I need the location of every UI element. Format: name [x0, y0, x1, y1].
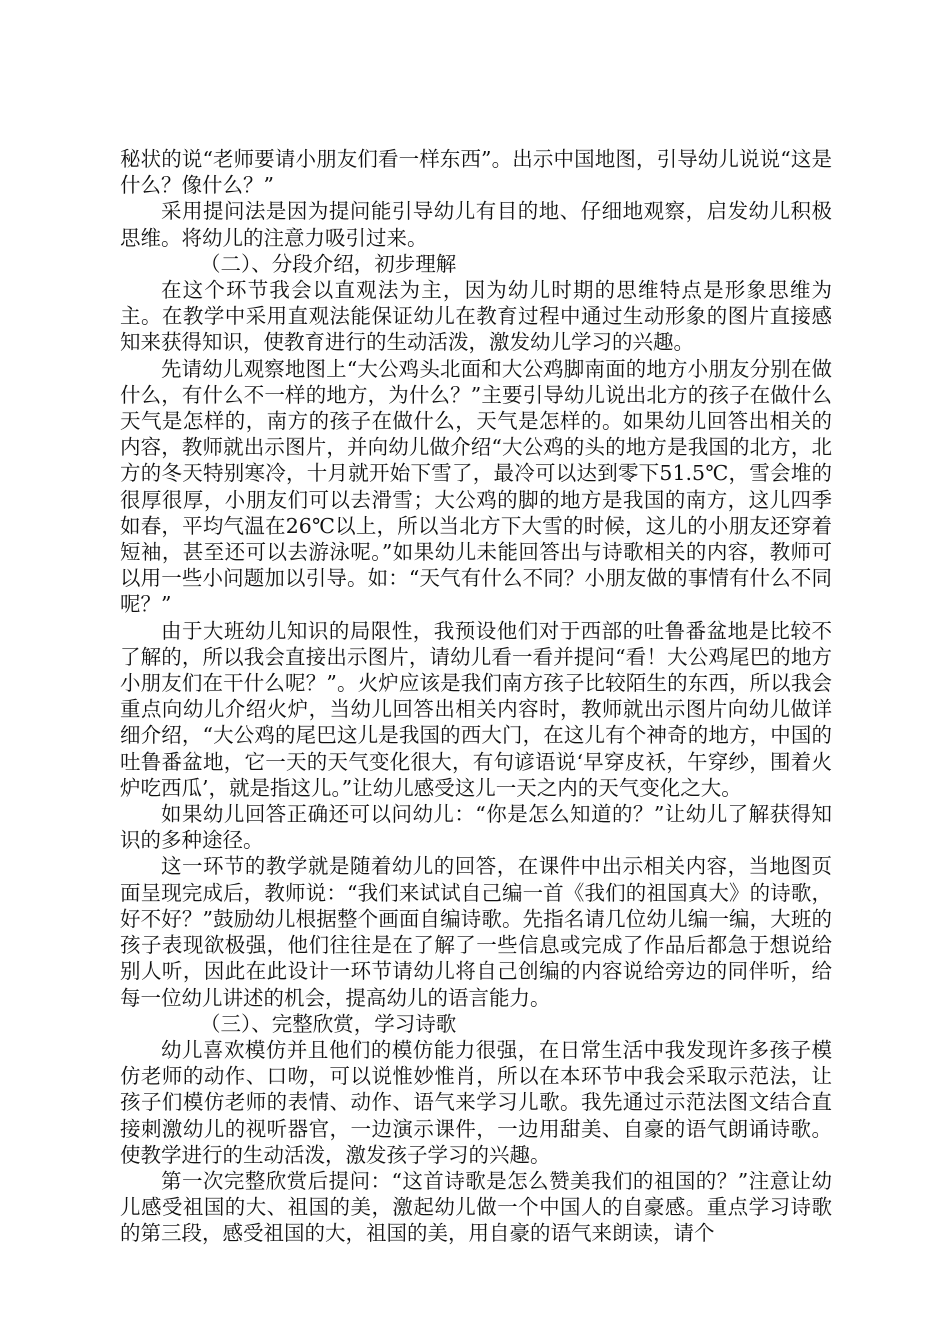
paragraph-poem-creation: 这一环节的教学就是随着幼儿的回答，在课件中出示相关内容，当地图页面呈现完成后，教师说：“我们来试试自己编一首《我们的祖国真大》的诗歌，好不好？”鼓励幼儿根据整个画面自编诗歌。先指名请几位幼儿编一编，大班的孩子表现欲极强，他们往往是在了解了一些信息或完成了作品后都急于想说给别人听，因此在此设计一环节请幼儿将自己创编的内容说给旁边的同伴听，给每一位幼儿讲述的机会，提高幼儿的语言能力。 — [120, 854, 832, 1010]
paragraph-knowledge-ways: 如果幼儿回答正确还可以问幼儿：“你是怎么知道的？”让幼儿了解获得知识的多种途径。 — [120, 802, 832, 853]
paragraph-demonstration-method: 幼儿喜欢模仿并且他们的模仿能力很强，在日常生活中我发现许多孩子模仿老师的动作、口吻，可以说惟妙惟肖，所以在本环节中我会采取示范法，让孩子们模仿老师的表情、动作、语气来学习儿歌。我先通过示范法图文结合直接刺激幼儿的视听器官，一边演示课件，一边用甜美、自豪的语气朗诵诗歌。使教学进行的生动活泼，激发孩子学习的兴趣。 — [120, 1037, 832, 1167]
paragraph-questioning-method: 采用提问法是因为提问能引导幼儿有目的地、仔细地观察，启发幼儿积极思维。将幼儿的注意力吸引过来。 — [120, 199, 832, 250]
paragraph-intro-continuation: 秘状的说“老师要请小朋友们看一样东西”。出示中国地图，引导幼儿说说“这是什么？像什么？” — [120, 147, 832, 198]
paragraph-intuitive-method: 在这个环节我会以直观法为主，因为幼儿时期的思维特点是形象思维为主。在教学中采用直观法能保证幼儿在教育过程中通过生动形象的图片直接感知来获得知识，使教育进行的生动活泼，激发幼儿学习的兴趣。 — [120, 278, 832, 355]
section-heading-two: （二）、分段介绍，初步理解 — [200, 251, 457, 276]
paragraph-map-observation: 先请幼儿观察地图上“大公鸡头北面和大公鸡脚南面的地方小朋友分别在做什么，有什么不一样的地方，为什么？”主要引导幼儿说出北方的孩子在做什么天气是怎样的，南方的孩子在做什么，天气是怎样的。如果幼儿回答出相关的内容，教师就出示图片，并向幼儿做介绍“大公鸡的头的地方是我国的北方，北方的冬天特别寒冷，十月就开始下雪了，最冷可以达到零下51.5℃，雪会堆的很厚很厚，小朋友们可以去滑雪；大公鸡的脚的地方是我国的南方，这儿四季如春，平均气温在26℃以上，所以当北方下大雪的时候，这儿的小朋友还穿着短袖，甚至还可以去游泳呢。”如果幼儿未能回答出与诗歌相关的内容，教师可以用一些小问题加以引导。如：“天气有什么不同？小朋友做的事情有什么不同呢？” — [120, 356, 832, 617]
section-heading-three: （三）、完整欣赏，学习诗歌 — [200, 1011, 457, 1036]
paragraph-first-appreciation: 第一次完整欣赏后提问：“这首诗歌是怎么赞美我们的祖国的？”注意让幼儿感受祖国的大、祖国的美，激起幼儿做一个中国人的自豪感。重点学习诗歌的第三段，感受祖国的大，祖国的美，用自豪的语气来朗读，请个 — [120, 1168, 832, 1246]
document-page — [120, 146, 832, 1247]
paragraph-turpan-basin: 由于大班幼儿知识的局限性，我预设他们对于西部的吐鲁番盆地是比较不了解的，所以我会直接出示图片，请幼儿看一看并提问“看！大公鸡尾巴的地方小朋友们在干什么呢？”。火炉应该是我们南方孩子比较陌生的东西，所以我会重点向幼儿介绍火炉，当幼儿回答出相关内容时，教师就出示图片向幼儿做详细介绍，“大公鸡的尾巴这儿是我国的西大门，在这儿有个神奇的地方，中国的吐鲁番盆地，它一天的天气变化很大，有句谚语说‘早穿皮袄，午穿纱，围着火炉吃西瓜’，就是指这儿。”让幼儿感受这儿一天之内的天气变化之大。 — [120, 618, 832, 800]
